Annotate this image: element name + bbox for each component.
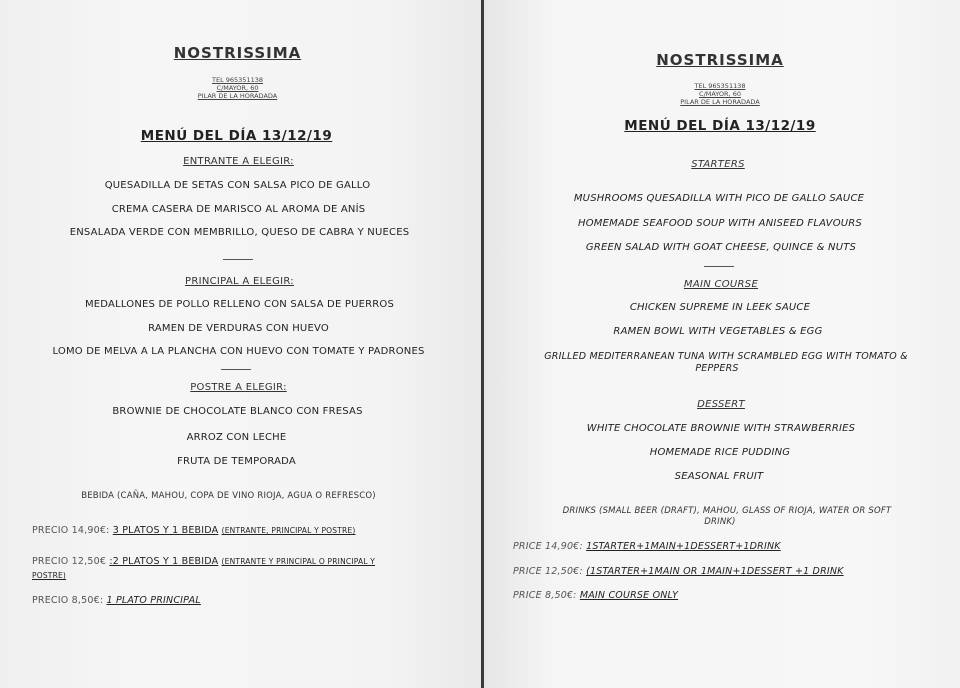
price-option-2: PRICE 12,50€: (1STARTER+1MAIN OR 1MAIN+1DESSERT +1 DRINK — [513, 566, 844, 577]
mains-heading: MAIN COURSE — [683, 279, 759, 290]
dessert-item: ARROZ CON LECHE — [186, 432, 287, 443]
starter-item: CREMA CASERA DE MARISCO AL AROMA DE ANÍS — [111, 204, 366, 215]
drink-info-continued: DRINK) — [704, 517, 736, 527]
dessert-heading: POSTRE A ELEGIR: — [190, 382, 287, 393]
price-option-1: PRICE 14,90€: 1STARTER+1MAIN+1DESSERT+1DRINK — [513, 541, 781, 552]
address: C/MAYOR, 60 — [699, 90, 741, 98]
starters-heading: STARTERS — [691, 159, 745, 170]
main-item: RAMEN BOWL WITH VEGETABLES & EGG — [613, 326, 823, 337]
dessert-item: FRUTA DE TEMPORADA — [177, 456, 296, 467]
dessert-item: WHITE CHOCOLATE BROWNIE WITH STRAWBERRIES — [586, 423, 856, 434]
town: PILAR DE LA HORADADA — [680, 98, 760, 106]
main-item: LOMO DE MELVA A LA PLANCHA CON HUEVO CON TOMATE Y PADRONES — [52, 346, 425, 357]
dessert-heading: DESSERT — [697, 399, 745, 410]
price-option-3: PRECIO 8,50€: 1 PLATO PRINCIPAL — [32, 595, 201, 606]
divider — [704, 266, 734, 267]
drink-info: BEBIDA (CAÑA, MAHOU, COPA DE VINO RIOJA, AGUA O REFRESCO) — [81, 491, 376, 501]
divider — [221, 369, 251, 370]
menu-title: MENÚ DEL DÍA 13/12/19 — [624, 118, 816, 134]
price-option-1: PRECIO 14,90€: 3 PLATOS Y 1 BEBIDA (ENTRANTE, PRINCIPAL Y POSTRE) — [32, 525, 356, 536]
dessert-item: BROWNIE DE CHOCOLATE BLANCO CON FRESAS — [112, 406, 363, 417]
main-item: CHICKEN SUPREME IN LEEK SAUCE — [629, 302, 811, 313]
divider — [223, 259, 253, 260]
town: PILAR DE LA HORADADA — [197, 92, 278, 100]
starter-item: MUSHROOMS QUESADILLA WITH PICO DE GALLO SAUCE — [573, 193, 865, 204]
restaurant-name: NOSTRISSIMA — [173, 44, 302, 62]
price-option-2: PRECIO 12,50€ :2 PLATOS Y 1 BEBIDA (ENTRANTE Y PRINCIPAL O PRINCIPAL Y — [32, 556, 376, 567]
dessert-item: HOMEMADE RICE PUDDING — [649, 447, 791, 458]
starter-item: ENSALADA VERDE CON MEMBRILLO, QUESO DE CABRA Y NUECES — [69, 227, 410, 238]
price-option-2-note: POSTRE) — [32, 571, 67, 580]
restaurant-name: NOSTRISSIMA — [656, 51, 784, 69]
main-item-continued: PEPPERS — [695, 363, 739, 374]
starters-heading: ENTRANTE A ELEGIR: — [183, 156, 294, 167]
menu-title: MENÚ DEL DÍA 13/12/19 — [140, 128, 333, 144]
phone-number: TEL 965351138 — [694, 82, 746, 90]
price-option-3: PRICE 8,50€: MAIN COURSE ONLY — [513, 590, 679, 601]
starter-item: GREEN SALAD WITH GOAT CHEESE, QUINCE & NUTS — [585, 242, 857, 253]
main-item: MEDALLONES DE POLLO RELLENO CON SALSA DE PUERROS — [84, 299, 395, 310]
phone-number: TEL 965351138 — [212, 76, 263, 84]
main-item: GRILLED MEDITERRANEAN TUNA WITH SCRAMBLED EGG WITH TOMATO & — [544, 351, 908, 362]
main-item: RAMEN DE VERDURAS CON HUEVO — [148, 323, 329, 334]
address: C/MAYOR, 60 — [216, 84, 259, 92]
starter-item: QUESADILLA DE SETAS CON SALSA PICO DE GALLO — [104, 180, 371, 191]
menu-sheet-english — [484, 0, 960, 688]
dessert-item: SEASONAL FRUIT — [674, 471, 764, 482]
mains-heading: PRINCIPAL A ELEGIR: — [185, 276, 294, 287]
starter-item: HOMEMADE SEAFOOD SOUP WITH ANISEED FLAVOURS — [577, 218, 862, 229]
drink-info: DRINKS (SMALL BEER (DRAFT), MAHOU, GLASS OF RIOJA, WATER OR SOFT — [562, 506, 892, 516]
